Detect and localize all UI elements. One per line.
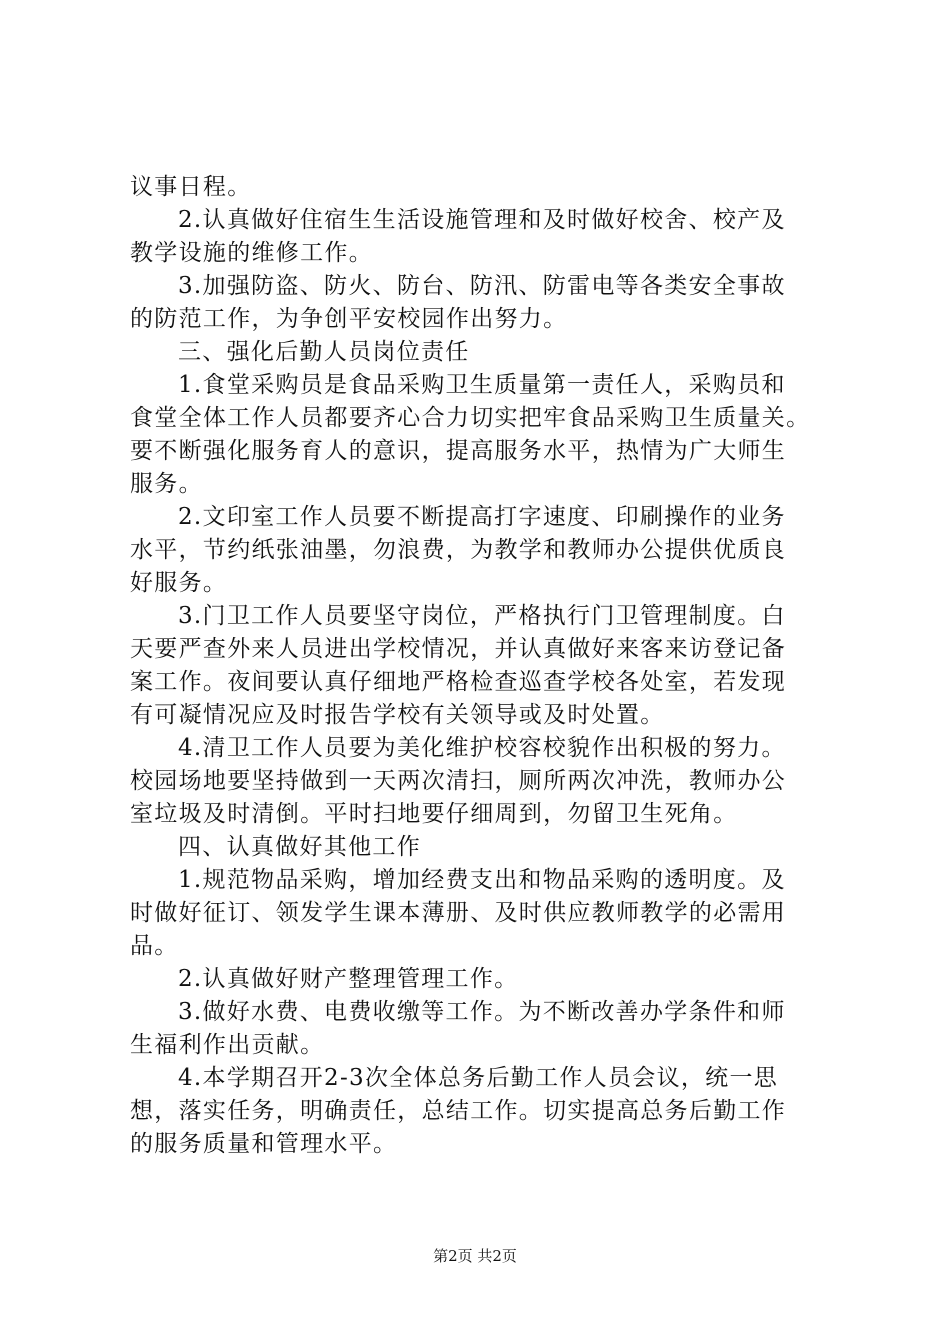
text-line: 教学设施的维修工作。: [130, 240, 373, 266]
text-line: 校园场地要坚持做到一天两次清扫，厕所两次冲洗，教师办公: [130, 768, 787, 794]
text-line: 要不断强化服务育人的意识，提高服务水平，热情为广大师生: [130, 438, 787, 464]
text-line: 案工作。夜间要认真仔细地严格检查巡查学校各处室，若发现: [130, 669, 787, 695]
text-line: 时做好征订、领发学生课本薄册、及时供应教师教学的必需用: [130, 900, 787, 926]
text-line: 3.做好水费、电费收缴等工作。为不断改善办学条件和师: [178, 999, 786, 1025]
text-line: 2.认真做好住宿生生活设施管理和及时做好校舍、校产及: [178, 207, 786, 233]
text-line: 四、认真做好其他工作: [178, 834, 421, 860]
text-line: 好服务。: [130, 570, 228, 596]
text-line: 4.本学期召开2-3次全体总务后勤工作人员会议，统一思: [178, 1065, 779, 1091]
text-line: 服务。: [130, 471, 203, 497]
text-line: 三、强化后勤人员岗位责任: [178, 339, 470, 365]
text-line: 想，落实任务，明确责任，总结工作。切实提高总务后勤工作: [130, 1098, 787, 1124]
text-line: 水平，节约纸张油墨，勿浪费，为教学和教师办公提供优质良: [130, 537, 787, 563]
text-line: 2.文印室工作人员要不断提高打字速度、印刷操作的业务: [178, 504, 786, 530]
text-line: 3.加强防盗、防火、防台、防汛、防雷电等各类安全事故: [178, 273, 786, 299]
text-line: 的服务质量和管理水平。: [130, 1131, 398, 1157]
text-line: 1.规范物品采购，增加经费支出和物品采购的透明度。及: [178, 867, 786, 893]
text-line: 议事日程。: [130, 174, 252, 200]
document-body: [130, 171, 820, 1161]
text-line: 生福利作出贡献。: [130, 1032, 325, 1058]
text-line: 室垃圾及时清倒。平时扫地要仔细周到，勿留卫生死角。: [130, 801, 738, 827]
text-line: 有可凝情况应及时报告学校有关领导或及时处置。: [130, 702, 665, 728]
text-line: 4.清卫工作人员要为美化维护校容校貌作出积极的努力。: [178, 735, 786, 761]
page-footer: 第2页 共2页: [433, 1247, 517, 1265]
text-line: 食堂全体工作人员都要齐心合力切实把牢食品采购卫生质量关。: [130, 405, 811, 431]
text-line: 3.门卫工作人员要坚守岗位，严格执行门卫管理制度。白: [178, 603, 786, 629]
text-line: 品。: [130, 933, 179, 959]
text-line: 的防范工作，为争创平安校园作出努力。: [130, 306, 568, 332]
text-line: 天要严查外来人员进出学校情况，并认真做好来客来访登记备: [130, 636, 787, 662]
text-line: 1.食堂采购员是食品采购卫生质量第一责任人，采购员和: [178, 372, 786, 398]
text-line: 2.认真做好财产整理管理工作。: [178, 966, 519, 992]
